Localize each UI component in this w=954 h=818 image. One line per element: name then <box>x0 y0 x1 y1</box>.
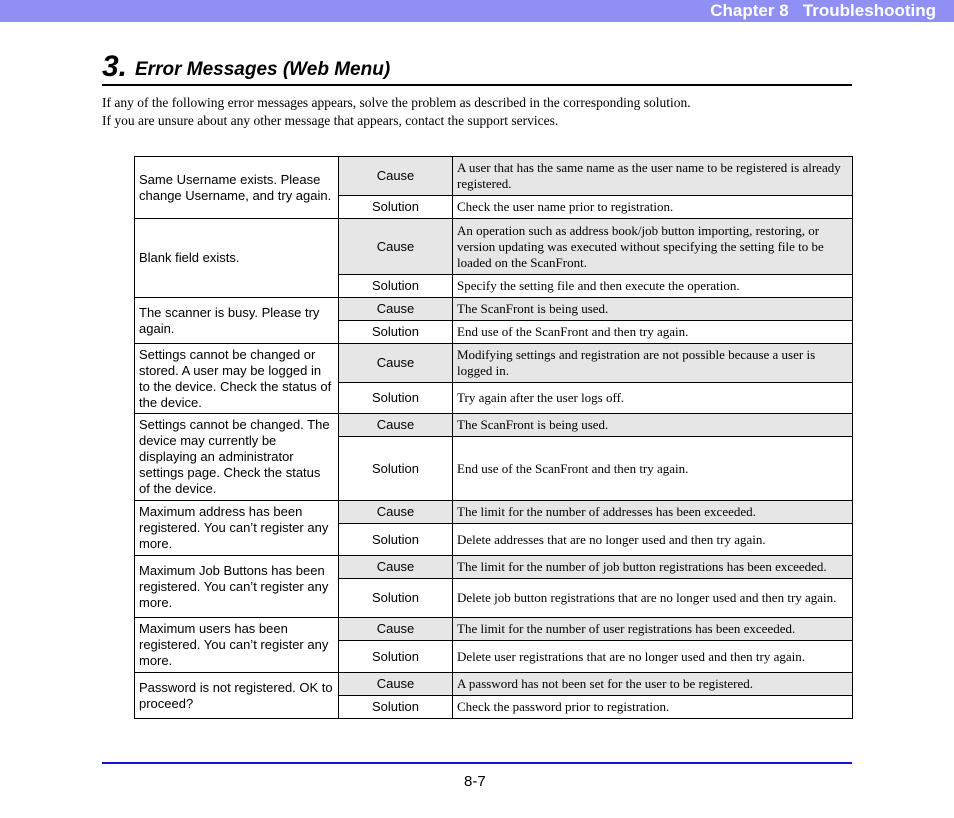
table-row <box>135 673 853 696</box>
solution-text: Check the password prior to registration. <box>453 696 853 719</box>
table-row <box>135 344 853 383</box>
cause-text: The ScanFront is being used. <box>453 414 853 437</box>
solution-label: Solution <box>339 524 453 556</box>
error-messages-table <box>134 156 853 719</box>
cause-label: Cause <box>339 414 453 437</box>
cause-label: Cause <box>339 157 453 196</box>
error-message: Password is not registered. OK to proceed? <box>135 673 339 719</box>
solution-label: Solution <box>339 579 453 618</box>
solution-label: Solution <box>339 383 453 414</box>
cause-label: Cause <box>339 219 453 275</box>
solution-label: Solution <box>339 321 453 344</box>
solution-text: Specify the setting file and then execute the operation. <box>453 275 853 298</box>
cause-text: A user that has the same name as the user name to be registered is already registered. <box>453 157 853 196</box>
cause-text: The ScanFront is being used. <box>453 298 853 321</box>
solution-text: Delete user registrations that are no longer used and then try again. <box>453 641 853 673</box>
error-message: Blank field exists. <box>135 219 339 298</box>
solution-label: Solution <box>339 696 453 719</box>
cause-text: Modifying settings and registration are not possible because a user is logged in. <box>453 344 853 383</box>
table-row <box>135 501 853 524</box>
solution-text: Try again after the user logs off. <box>453 383 853 414</box>
table-row <box>135 618 853 641</box>
cause-label: Cause <box>339 673 453 696</box>
section-number: 3. <box>102 50 128 83</box>
intro-line: If you are unsure about any other message that appears, contact the support services. <box>102 113 559 128</box>
cause-text: The limit for the number of job button registrations has been exceeded. <box>453 556 853 579</box>
cause-label: Cause <box>339 501 453 524</box>
error-message: Maximum address has been registered. You can’t register any more. <box>135 501 339 556</box>
section-heading <box>102 50 852 86</box>
cause-text: An operation such as address book/job button importing, restoring, or version updating was executed without specifying the setting file to be loaded on the ScanFront. <box>453 219 853 275</box>
footer-rule <box>102 762 852 764</box>
table-row <box>135 219 853 275</box>
table-row <box>135 298 853 321</box>
table-row <box>135 556 853 579</box>
cause-text: A password has not been set for the user to be registered. <box>453 673 853 696</box>
solution-text: End use of the ScanFront and then try again. <box>453 321 853 344</box>
cause-label: Cause <box>339 618 453 641</box>
solution-text: Delete job button registrations that are no longer used and then try again. <box>453 579 853 618</box>
cause-text: The limit for the number of user registrations has been exceeded. <box>453 618 853 641</box>
error-message: Maximum Job Buttons has been registered. You can’t register any more. <box>135 556 339 618</box>
solution-label: Solution <box>339 437 453 501</box>
error-message: Settings cannot be changed or stored. A user may be logged in to the device. Check the status of the device. <box>135 344 339 414</box>
cause-text: The limit for the number of addresses has been exceeded. <box>453 501 853 524</box>
solution-label: Solution <box>339 641 453 673</box>
solution-label: Solution <box>339 196 453 219</box>
error-message: Maximum users has been registered. You can’t register any more. <box>135 618 339 673</box>
page-number: 8-7 <box>464 773 486 790</box>
solution-text: End use of the ScanFront and then try again. <box>453 437 853 501</box>
intro-line: If any of the following error messages appears, solve the problem as described in the corresponding solution. <box>102 95 691 110</box>
error-message: Settings cannot be changed. The device may currently be displaying an administrator settings page. Check the status of the device. <box>135 414 339 501</box>
table-row <box>135 157 853 196</box>
section-title: Error Messages (Web Menu) <box>135 59 391 80</box>
chapter-header-bar <box>0 0 954 22</box>
solution-text: Delete addresses that are no longer used and then try again. <box>453 524 853 556</box>
error-message: The scanner is busy. Please try again. <box>135 298 339 344</box>
cause-label: Cause <box>339 298 453 321</box>
intro-text <box>102 94 862 130</box>
solution-label: Solution <box>339 275 453 298</box>
solution-text: Check the user name prior to registration. <box>453 196 853 219</box>
chapter-title: Chapter 8 Troubleshooting <box>710 1 936 20</box>
cause-label: Cause <box>339 344 453 383</box>
cause-label: Cause <box>339 556 453 579</box>
table-row <box>135 414 853 437</box>
error-message: Same Username exists. Please change Username, and try again. <box>135 157 339 219</box>
